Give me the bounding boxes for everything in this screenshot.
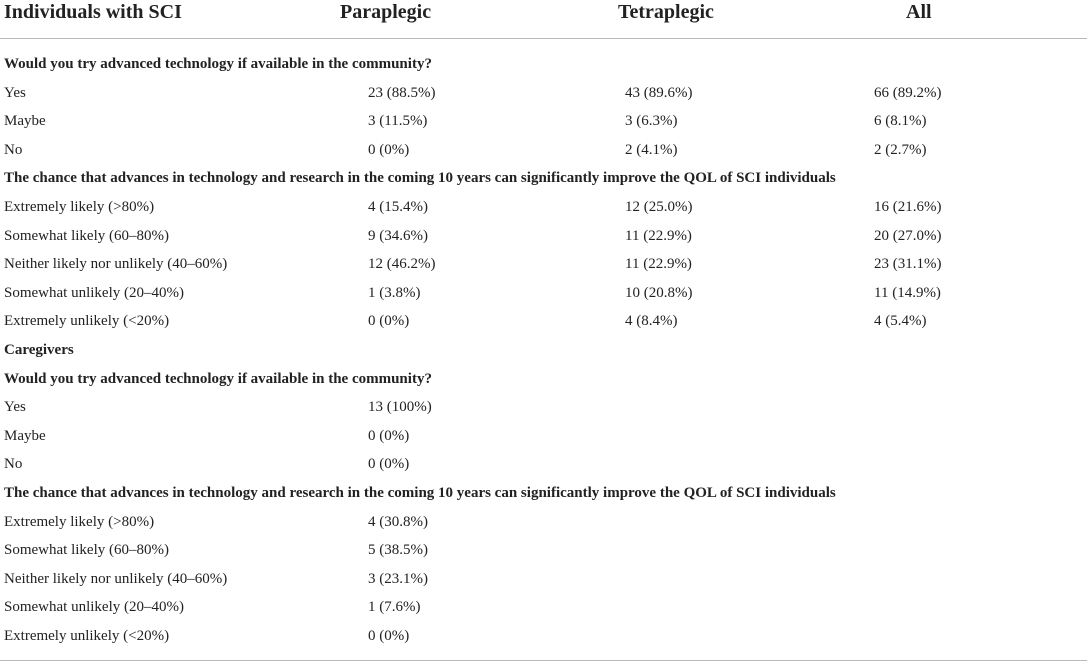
header-individuals: Individuals with SCI xyxy=(4,1,182,23)
cell-all: 4 (5.4%) xyxy=(874,313,927,330)
cell-all: 6 (8.1%) xyxy=(874,113,927,130)
row-label: Would you try advanced technology if available in the community? xyxy=(4,56,432,72)
row-label: Maybe xyxy=(4,427,46,444)
section-heading-row xyxy=(0,55,1087,83)
cell-paraplegic: 1 (7.6%) xyxy=(368,599,421,616)
row-label: The chance that advances in technology and research in the coming 10 years can significantly improve the QOL of SCI individuals xyxy=(4,485,836,501)
cell-all: 16 (21.6%) xyxy=(874,199,942,215)
row-label: Yes xyxy=(4,84,26,101)
table-row xyxy=(0,541,1087,569)
row-label: Somewhat unlikely (20–40%) xyxy=(4,599,184,616)
table-header xyxy=(0,0,1087,39)
cell-paraplegic: 0 (0%) xyxy=(368,427,410,444)
cell-tetraplegic: 2 (4.1%) xyxy=(625,141,678,158)
table-row xyxy=(0,398,1087,426)
cell-paraplegic: 5 (38.5%) xyxy=(368,542,428,559)
header-all: All xyxy=(906,1,932,23)
row-label: Extremely unlikely (<20%) xyxy=(4,313,170,330)
row-label: Yes xyxy=(4,399,26,416)
cell-tetraplegic: 11 (22.9%) xyxy=(625,256,692,273)
header-tetraplegic: Tetraplegic xyxy=(618,1,714,23)
cell-tetraplegic: 43 (89.6%) xyxy=(625,84,693,101)
table-row xyxy=(0,598,1087,626)
cell-paraplegic: 12 (46.2%) xyxy=(368,256,436,273)
cell-paraplegic: 0 (0%) xyxy=(368,313,410,330)
cell-all: 11 (14.9%) xyxy=(874,284,941,301)
table-row xyxy=(0,112,1087,140)
cell-all: 20 (27.0%) xyxy=(874,227,942,244)
cell-paraplegic: 3 (23.1%) xyxy=(368,570,428,587)
cell-paraplegic: 13 (100%) xyxy=(368,399,432,416)
cell-paraplegic: 0 (0%) xyxy=(368,456,410,473)
header-paraplegic: Paraplegic xyxy=(340,1,432,23)
row-label: Neither likely nor unlikely (40–60%) xyxy=(4,570,228,587)
section-heading-row xyxy=(0,370,1087,398)
row-label: Would you try advanced technology if available in the community? xyxy=(4,370,432,387)
table-row xyxy=(0,570,1087,598)
cell-paraplegic: 4 (30.8%) xyxy=(368,513,428,530)
row-label: Caregivers xyxy=(4,342,74,358)
cell-tetraplegic: 4 (8.4%) xyxy=(625,313,678,330)
cell-paraplegic: 0 (0%) xyxy=(368,628,410,644)
cell-paraplegic: 0 (0%) xyxy=(368,141,410,158)
cell-all: 23 (31.1%) xyxy=(874,256,942,273)
cell-paraplegic: 3 (11.5%) xyxy=(368,113,428,130)
row-label: The chance that advances in technology and research in the coming 10 years can significantly improve the QOL of SCI individuals xyxy=(4,170,836,187)
row-label: Somewhat unlikely (20–40%) xyxy=(4,284,184,301)
table-row xyxy=(0,198,1087,226)
section-heading-row xyxy=(0,484,1087,512)
row-label: No xyxy=(4,141,23,158)
row-label: Somewhat likely (60–80%) xyxy=(4,542,169,559)
row-label: No xyxy=(4,456,23,473)
cell-all: 2 (2.7%) xyxy=(874,141,927,158)
group-heading-row xyxy=(0,341,1087,369)
row-label: Extremely likely (>80%) xyxy=(4,199,155,215)
table-row xyxy=(0,312,1087,340)
table-row xyxy=(0,427,1087,455)
table-row xyxy=(0,627,1087,655)
section-heading-row xyxy=(0,169,1087,197)
row-label: Maybe xyxy=(4,113,46,130)
table-row xyxy=(0,455,1087,483)
table-row xyxy=(0,513,1087,541)
cell-paraplegic: 9 (34.6%) xyxy=(368,227,428,244)
row-label: Extremely unlikely (<20%) xyxy=(4,628,170,644)
cell-tetraplegic: 11 (22.9%) xyxy=(625,227,692,244)
table-row xyxy=(0,84,1087,112)
cell-tetraplegic: 12 (25.0%) xyxy=(625,199,693,215)
row-label: Neither likely nor unlikely (40–60%) xyxy=(4,256,228,273)
cell-paraplegic: 23 (88.5%) xyxy=(368,84,436,101)
row-label: Somewhat likely (60–80%) xyxy=(4,227,169,244)
cell-all: 66 (89.2%) xyxy=(874,84,942,101)
row-label: Extremely likely (>80%) xyxy=(4,513,155,530)
table-row xyxy=(0,284,1087,312)
cell-paraplegic: 1 (3.8%) xyxy=(368,284,421,301)
table-bottom-rule xyxy=(0,660,1087,661)
table-row xyxy=(0,227,1087,255)
cell-tetraplegic: 3 (6.3%) xyxy=(625,113,678,130)
table-row xyxy=(0,255,1087,283)
cell-paraplegic: 4 (15.4%) xyxy=(368,199,428,215)
cell-tetraplegic: 10 (20.8%) xyxy=(625,284,693,301)
table-row xyxy=(0,141,1087,169)
